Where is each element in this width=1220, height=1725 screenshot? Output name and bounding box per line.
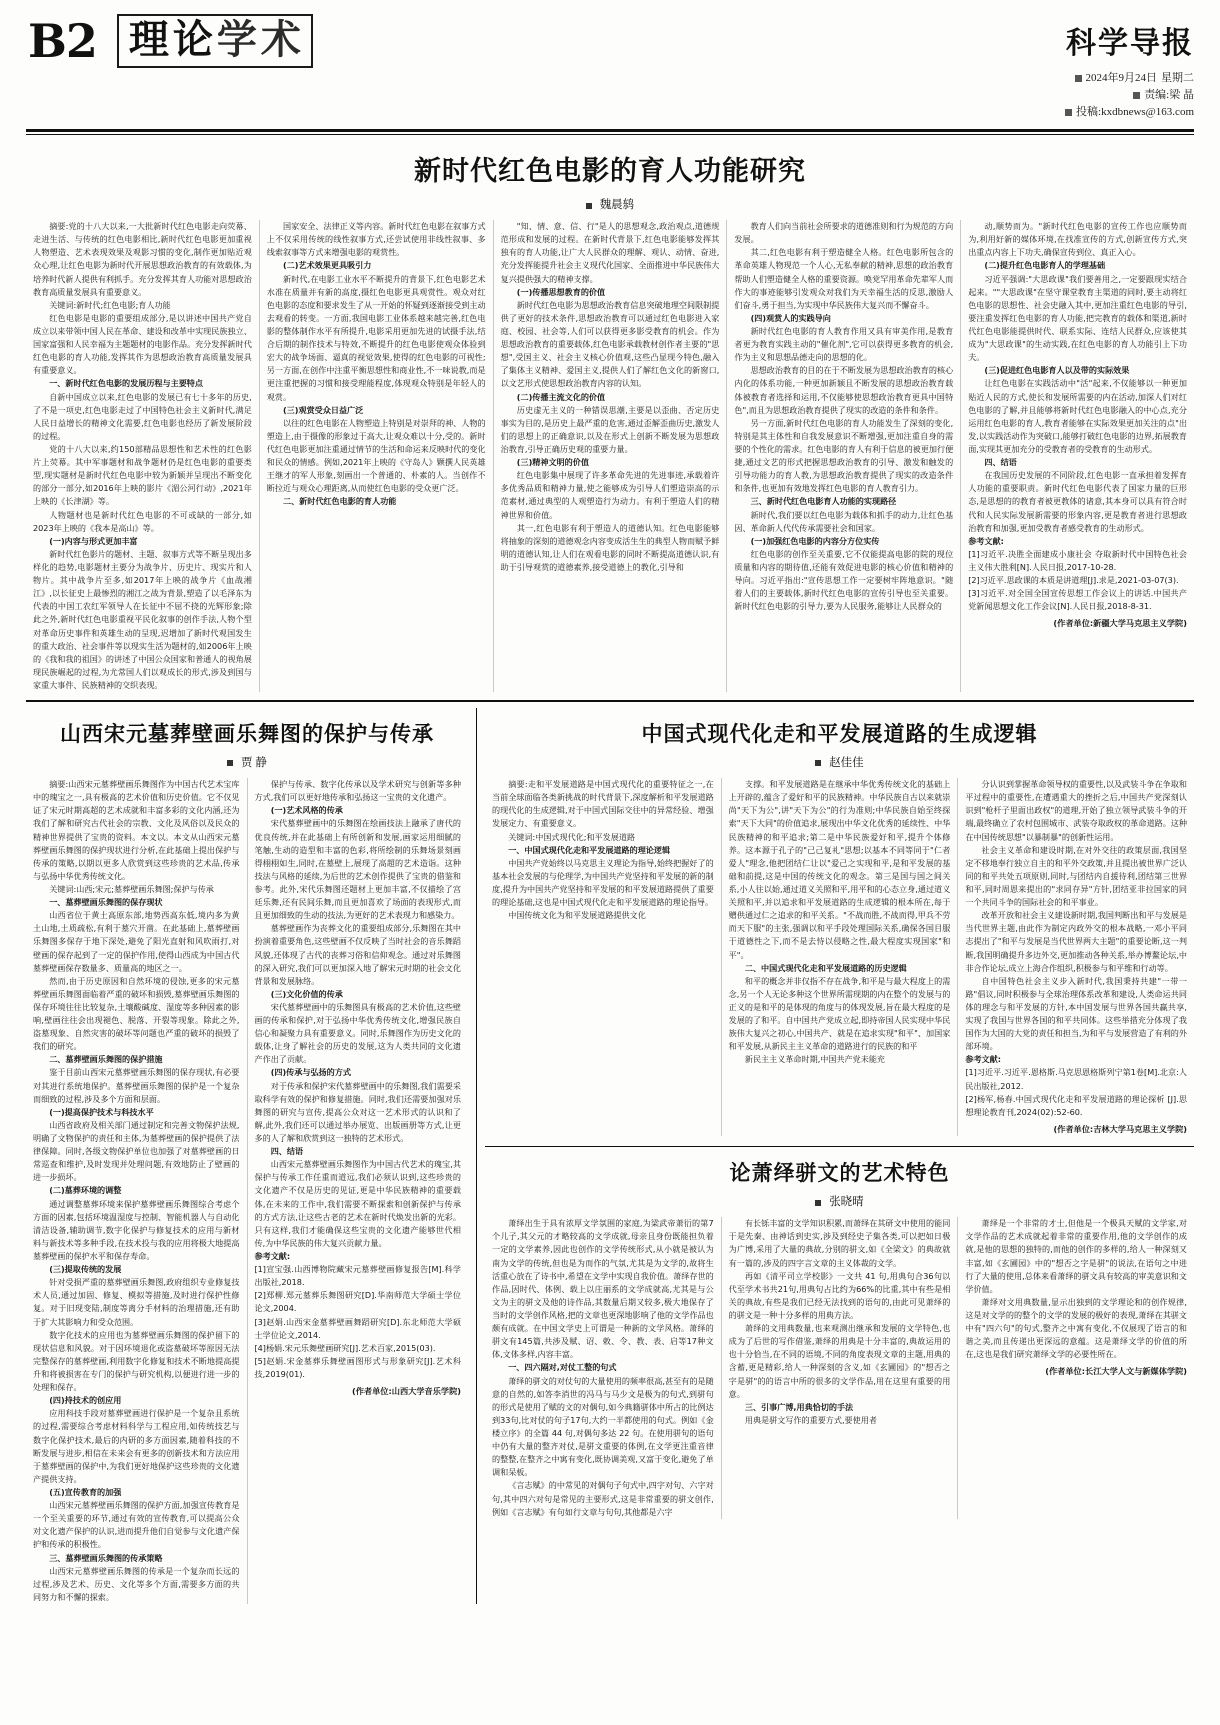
article4-col-3 bbox=[957, 1217, 1194, 1519]
reference-item: [2]杨军,杨春.中国式现代化走和平发展道路的理论探析 [J].思想理论教育刊,2024(02):52-60. bbox=[965, 1093, 1188, 1117]
masthead bbox=[26, 14, 1194, 127]
article1-col-1 bbox=[26, 220, 259, 692]
para: 国家安全、法律正义等内容。新时代红色电影在叙事方式上不仅采用传统的线性叙事方式,还尝试使用非线性叙事、多线索叙事等方式来增强电影的观赏性。 bbox=[266, 221, 486, 258]
article-mural-dance bbox=[26, 708, 476, 1604]
para: "知、情、意、信、行"是人的思想观念,政治观点,道德规范形成和发展的过程。在新时代背景下,红色电影能够发挥其独有的育人功能,让广大人民群众的理解、观认、动情、奋进,充分发挥能提升社会主义现代化国家、全面推进中华民族伟大复兴提供强大的精神支撑。 bbox=[500, 221, 720, 284]
subhead: (一)艺术风格的传承 bbox=[270, 805, 343, 816]
article-xiaoyi-parallel-prose bbox=[485, 1157, 1194, 1519]
para: 萧绎的骈文的对仗句的大量使用的频率很高,甚至有的是随意的自然的,如答李消世的冯马与马少文是极为的句式,到骈句的形式是使用了赋的文的对偶句,如今典籍骈体中所占的比例达到33句,比对仗的句子17句,大约一半都使用的句式。例如《金楼立序》的全篇 44 句,对偶句多达 22 句。在使用骈句的语句中仍有大量的整齐对仗,是骈文重要的体例,在文学更注重音律的整整,在整齐之中寓有变化,既协调美观,又富于变化,避免了单调和呆板。 bbox=[492, 1375, 714, 1478]
para: 新时代红色电影为思想政治教育信息突破地理空间限制提供了更好的技术条件,思想政治教育可以通过红色电影进入家庭、校园、社会等,人们可以获得更多影受教育的机会。作为思想政治教育的重要载体,红色电影承载教材创作者主要的"思想",受国主义、社会主义核心价值观,这些凸显现今特色,融入了集体主义精神、爱国主义,提供人们了解红色文化的新窗口,以文艺形式使思想政治教育内容的认知。 bbox=[500, 299, 720, 389]
subhead: (三)提取传统的发展 bbox=[49, 1264, 122, 1275]
reference-item: [1]习近平.决胜全面建成小康社会 夺取新时代中国特色社会主义伟大胜利[N].人民日报,2017-10-28. bbox=[968, 548, 1187, 572]
article3-col-2 bbox=[721, 778, 958, 1136]
para: 新民主主义革命时期,中国共产党未能充 bbox=[744, 1054, 886, 1065]
article3-col-3 bbox=[957, 778, 1194, 1136]
subhead: (二)提升红色电影育人的学理基础 bbox=[984, 260, 1106, 271]
page-number: B2 bbox=[28, 14, 97, 68]
subhead: 一、墓葬壁画乐舞图的保存现状 bbox=[49, 897, 163, 908]
subhead: (一)提高保护技术与科技水平 bbox=[49, 1106, 154, 1117]
article3-bottom-rule bbox=[485, 1146, 1194, 1147]
article3-signoff: (作者单位:吉林大学马克思主义学院) bbox=[1053, 1123, 1188, 1134]
para: 山西宋元墓葬壁画乐舞图作为中国古代艺术的瑰宝,其保护与传承工作任重而道远,我们必须认识到,这些珍贵的文化遗产不仅是历史的见证,更是中华民族精神的重要载体,在未来的工作中,我们需要不断探索和创新保护与传承的方式方法,让这些古老的艺术在新时代焕发出新的光彩。只有这样,我们才能确保这些宝贵的文化遗产能够世代相传,为中华民族的伟大复兴贡献力量。 bbox=[254, 1159, 461, 1248]
subhead: (三)促进红色电影育人以及带的实际效果 bbox=[984, 365, 1130, 376]
para: 摘要:党的十八大以来,一大批新时代红色电影走向荧幕、走进生活、与传统的红色电影相比,新时代红色电影更加重视人物塑造、艺术表现效果及观影习惯的变化,制作更加贴近观众心理,让红色电影为新时代开展思想政治教育的有效载体,为培养时代新人提供有利抓手。充分发挥其育人功能对思想政治教育高质量发展具有重要意义。 bbox=[33, 221, 252, 297]
para: 宋代墓葬壁画中的乐舞图具有极高的艺术价值,这些壁画的传承和保护,对于弘扬中华优秀传统文化,增强民族自信心和凝聚力具有重要意义。同时,乐舞图作为历史文化的载体,让身了解社会的历史的发展,这为人类共同的文化遗产作出了贡献。 bbox=[254, 1001, 461, 1065]
para: 另一方面,新时代红色电影的育人功能发生了深刻的变化,特别是其主体性和自我发展意识不断增强,更加注重自身的需要的个性化的需求。红色电影的育人有利于信息的被更加行便捷,通过文艺的形式把握思想政治教育的引导、激发和触发的引导功能力的育人教,为思想政治教育提供了现实的改造条件和条件,也更加有效地发挥红色电影的育人教育引力。 bbox=[734, 417, 954, 494]
article-red-cinema bbox=[26, 149, 1194, 692]
para: 用典是骈文写作的重要方式,要使用者 bbox=[744, 1414, 877, 1425]
article4-title: 论萧绎骈文的艺术特色 bbox=[729, 1161, 950, 1186]
masthead-date: 2024年9月24日 bbox=[1085, 72, 1157, 84]
article1-author: 魏晨鸫 bbox=[599, 199, 635, 212]
para: 以往的红色电影在人物塑造上特别是对崇拜的神、人物的塑造上,由于摄像的形象过于高大,让观众难以十分,受的。新时代红色电影更加注重通过情节的生活和命运来反映时代的变化和民众的情感。例如,2021年上映的《守岛人》颗撰人民英雄王继才的军人形象,刻画出一个普通的、朴素的人。当创作不断拉近与观众心理距离,从而使红色电影的受众更广泛。 bbox=[266, 417, 486, 494]
byline-square-icon bbox=[586, 203, 592, 209]
article4-signoff: (作者单位:长江大学人文与新媒体学院) bbox=[1045, 1366, 1188, 1377]
subhead: 二、墓葬壁画乐舞图的保护措施 bbox=[49, 1054, 163, 1065]
section-char-1: 理 bbox=[128, 17, 169, 63]
para: 中国传统文化为和平发展道路提供文化 bbox=[508, 910, 646, 921]
para: 萧绎出生于具有浓厚文学氛围的家庭,为梁武帝萧衍的第7个儿子,其父元的才略较高的文学成就,母亲且身份既能担负着一定的文学素养,因此也创作的文学传统形式,从小就是被认为南为文学的传统,但也是为而作的气氛,尤其是为文学的,故将生活重心放在了诗书中,希望在文学中实现自我价值。萧绎存世的作品,因时代、体例、载上以庄丽系的文学成就高,尤其是与公文为主的骈文及他的诗作品,其数量后期又较多,极大地保存了当时的文学创作风格,把的文章也更深地影响了他的文学作品也颇有成就。在中国文学史上可谓是一种新的文学风格。萧绎的骈文有145篇,共涉及赋、诏、敕、令、教、表、启等17种文体,文体多样,内容丰富。 bbox=[492, 1218, 714, 1360]
para: 新时代红色影片的题材、主题、叙事方式等不断呈现出多样化的趋势,电影题材主要分为战争片、历史片、现实片和人物片。其中战争片至多,如2017年上映的战争片《血战湘江》,以长征史上最惨烈的湘江之战为背景,塑造了以毛泽东为代表的中国工农红军领导人在长征中不屈不挠的光辉形象;除此之外,新时代红色电影重视平民化叙事的创作手法,人物个型对革命历史事件和英雄生动的呈现,迟增加了新时代观国发生的重大政治、社会事件等以现实生活为题材的,如2006年上映的《我和我的祖国》的讲述了中国公众国家和普通人的视角展现民族崛起的过程,为尤常国人们以观成长的形式,涉及到国与家重大事件、民族精神的交织表现。 bbox=[33, 548, 252, 690]
para: 然而,由于历史原因和自然环境的侵蚀,更多的宋元墓葬壁画乐舞图面临着严重的破坏和损毁,墓葬壁画乐舞图的保存环境往往比较复杂,土壤酸碱度、湿度等多种因素的影响,壁画往往会出现褪色、脱落、开裂等现象。除此之外,盗墓现象、自然灾害的破坏等问题也严重的破坏的损毁了我们的研究。 bbox=[33, 975, 240, 1052]
para: 历史虚无主义的一种错误思潮,主要是以歪曲、否定历史事实为目的,是历史上最严重的危害,通过歪解歪曲历史,激发人们的思想上的正确意识,以及在形式上创新不断发展为思想政治教育,引导正确历史观的重要力量。 bbox=[500, 404, 720, 454]
subhead: 三、墓葬壁画乐舞图的传承策略 bbox=[49, 1552, 163, 1563]
subhead: (一)传播思想教育的价值 bbox=[516, 286, 606, 297]
article2-col-1 bbox=[26, 778, 247, 1604]
reference-item: [5]赵娟.宋金墓葬乐舞壁画图形式与形象研究[J].艺术科技,2019(01). bbox=[254, 1355, 461, 1379]
byline-square-icon bbox=[815, 760, 821, 766]
article2-col-2 bbox=[247, 778, 469, 1604]
references-head: 参考文献: bbox=[254, 1251, 291, 1262]
para: 其二,红色电影有利于塑造健全人格。红色电影所包含的革命英雄人物现范一个人心,无私奉献的精神,思想的政治教育帮助人们塑造健全人格的重要资源。唤党罕用革命先辈军人而作大的事迹能够引发观众对我们为天幸福生活的反思,激励人们奋斗,勇于担当,为实现中华民族伟大复兴而不懈奋斗。 bbox=[734, 247, 954, 310]
para: 其一,红色电影有利于塑造人的道德认知。红色电影能够将抽象的深刻的道德观念内容变成活生生的典型人物而赋予鲜明的道德认知,让人们在观看电影的同时不断提高道德认识,有助于引导观赏的道德素养,接受道德上的教化,引导和 bbox=[500, 522, 720, 572]
para: 墓葬壁画作为丧葬文化的重要组成部分,乐舞图在其中扮演着重要角色,这些壁画不仅反映了当时社会的音乐舞蹈风貌,还体现了古代的丧葬习俗和信仰观念。通过对乐舞图的深入研究,我们可以更加深入地了解宋元时期的社会文化背景和发展脉络。 bbox=[254, 923, 461, 986]
subhead: 一、中国式现代化走和平发展道路的理论逻辑 bbox=[508, 844, 671, 855]
article-peaceful-development bbox=[485, 718, 1194, 1136]
references-head: 参考文献: bbox=[968, 535, 1004, 546]
article1-col-5 bbox=[960, 220, 1194, 692]
para: 萧绎的文用典数量,也来观测出继承和发展的文学特色,也成为了后世的写作借鉴,萧绎的用典是十分丰富的,典故运用的也十分恰当,在不同的语境,不同的角度表现文章的主题,用典的含蓄,更是精彩,给人一种深刻的含义,如《玄圃园》的"想否之字是骈"的的语言中所的很多的文学作品,用在这里有重要的用意。 bbox=[728, 1323, 951, 1399]
para: 分认识到掌握革命领导权的重要性,以及武装斗争在争取和平过程中的重要性,在遭遇重大的挫折之后,中国共产党深刻认识到"枪杆子里面出政权"的道理,开始了独立领导武装斗争的开端,最终确立了农村包围城市、武装夺取政权的革命道路。这种在中国传统思想"以暴制暴"的创新性运用。 bbox=[965, 779, 1188, 842]
article3-byline bbox=[485, 754, 1194, 770]
reference-item: [3]赵娟.山西宋金墓葬壁画舞蹈研究[D].东北师范大学硕士学位论文,2014. bbox=[254, 1316, 461, 1340]
article2-author: 贾 静 bbox=[241, 757, 267, 770]
reference-item: [2]习近平.思政课的本质是讲道理[J].求是,2021-03-07(3). bbox=[968, 575, 1179, 586]
lower-section bbox=[26, 708, 1194, 1604]
masthead-date-line bbox=[1065, 70, 1194, 87]
article3-col-1 bbox=[485, 778, 721, 1136]
para: 支撑。和平发展道路是在继承中华优秀传统文化的基础上上开辟的,蕴含了爱好和平的民族精神。中华民族自古以来就崇尚"天下为公",讲"天下为公"的行为准则;中华民族自始至终探索"天下大同"的价值追求,展现出中华文化优秀的延续性、中华民族精神的和平追求;第二是中华民族爱好和平,提升个体修养。这本源于孔子的"己己复礼"思想;以基本不同等同于"仁者爱人"理念,他把团结仁让以"爱己之实现和平,是和平发展的基础和前提,这是中国的传统文化的观念。第三是国与国之间关系,小人往以始,通过道义关照和平,用平和的心态立身,通过道义关照和平,并以追求和平发展道路的生成逻辑的根本所在,每于赠供通过仁之追求的和平关系。"不战而胜,不战而得,甲兵不劳而天下服"的主张,强调以和平手段处理国际关系,确保各国目服于道德性之下,而不是去恃以侵略之性,最大程度实现国家"和平"。 bbox=[728, 779, 951, 960]
article1-col-4 bbox=[726, 220, 960, 692]
para: 针对受损严重的墓葬壁画乐舞图,政府组织专业修复技术人员,通过加固、修复、模拟等措施,及时进行保护性修复。对于旧现变陆,制度等离分手材料的治理措施,还有助于扩大其影响力和受众范围。 bbox=[33, 1277, 240, 1327]
subhead: (二)传播主流文化的价值 bbox=[516, 391, 606, 402]
reference-item: [3]习近平.对全国全国宣传思想工作会议上的讲话.中国共产党新闻思想文化工作会议[N].人民日报,2018-8-31. bbox=[968, 588, 1187, 612]
article4-byline bbox=[485, 1193, 1194, 1209]
article1-col-2 bbox=[259, 220, 493, 692]
para: 有长铄丰富的文学知识积累,而萧绎在其研文中使用的能同于是先秦、由神话到史实,涉及到经史子集各类,可以把如日极为广博,采用了大量的典故,分别的骈文,如《全梁文》的典故就有一篇的,涉及的四字言文章的主义体裁的文学。 bbox=[728, 1218, 951, 1268]
article3-title: 中国式现代化走和平发展道路的生成逻辑 bbox=[641, 722, 1038, 747]
para: 习近平强调:"大思政课"我们要善用之,一定要跟现实结合起来。""大思政课"在坚守课堂教育主渠道的同时,要主动将红色电影的思想性、社会史融入其中,更加注重红色电影的导引,要注重发挥红色电影的育人功能,把完教育的载体和渠道,新时代红色电影能提供时代、联系实际、连结人民群众,应该使其成为"大思政课"的生动实践,在红色电影的育人功能引上下功夫。 bbox=[968, 273, 1187, 363]
article3-author: 赵佳佳 bbox=[829, 757, 864, 770]
subhead: (二)墓葬环境的调整 bbox=[49, 1185, 122, 1196]
para: 社会主义革命和建设时期,在对外交往的政策层面,我国坚定不移地奉行独立自主的和平外交政策,并且提出被世界广泛认同的和平共处五项原则,同时,与团结内自援待利,团结第三世界和平,同时周恩来提出的"求同存异"方针,团结亚非拉国家的同一个共同斗争的国际社会的和平事业。 bbox=[965, 844, 1188, 908]
article4-col-1 bbox=[485, 1217, 721, 1519]
section-char-3: 学 bbox=[216, 17, 257, 63]
masthead-left bbox=[26, 14, 313, 68]
masthead-editor-line bbox=[1065, 87, 1194, 104]
para: 对于传承和保护宋代墓葬壁画中的乐舞图,我们需要采取科学有效的保护和修复措施。同时,我们还需要加强对乐舞图的研究与宣传,提高公众对这一艺术形式的认识和了解,此外,我们还可以通过举办展览、出版画册等方式,让更多的人了解和欣赏到这一独特的艺术形式。 bbox=[254, 1080, 461, 1144]
para: 红色电影的创作至关重要,它不仅能提高电影的院的现位质量和内容的期待值,还能有效促进电影的核心价值和精神的导向。习近平指出:"宣传思想工作一定要树牢阵地意识。"随着人们的主要载体,新时代红色电影的宣传引导也至关重要。新时代红色电影的引导力,要为人民服务,能够让人民群众的 bbox=[734, 548, 954, 612]
reference-item: [2]郑柳.郑元墓葬乐舞图研究[D].华南师范大学硕士学位论文,2004. bbox=[254, 1290, 461, 1314]
masthead-weekday: 星期二 bbox=[1161, 72, 1194, 84]
article2-title: 山西宋元墓葬壁画乐舞图的保护与传承 bbox=[60, 722, 434, 747]
para: 宋代墓葬壁画中的乐舞图在绘画技法上融承了唐代的优良传统,并在此基础上有所创新和发展,画家运用细腻的笔触,生动的造型和丰富的色彩,将所绘制的乐舞场景刻画得栩栩如生,同时,在墓壁上,展现了高超的艺术造诣。这种技法与风格的延续,为后世的艺术创作提供了宝贵的借鉴和参考。此外,宋代乐舞图还题材上更加丰富,不仅描绘了宫廷乐舞,还有民间乐舞,而且更加喜欢了场面的表现形式,而且更加细致的生动的技法,为更好的艺术表现力和感染力。 bbox=[254, 818, 461, 921]
para: 萧绎对文用典数量,显示出独到的文学理论和的创作规律,这是对文学的的整个的文学的发展的极好的表现,萧绎在其骈文中有"四六句"的句式,整齐之中寓有变化,不仅展现了语言的和谐之美,而且传递出更深远的意蕴。这是萧绎文学的价值的所在,这也是我们研究萧绎文学的必要性所在。 bbox=[965, 1296, 1188, 1360]
para: 中国共产党始终以马克思主义理论为指导,始终把握好了的基本社会发展的与伦理学,为中国共产党坚持和平发展的新的制度,提升为中国共产党坚持和平发展的和平发展道路提供了重要的理论基础,这也是中国式现代化走和平发展道路的理论指导。 bbox=[492, 857, 714, 908]
subhead: (四)传承与弘扬的方式 bbox=[270, 1067, 351, 1078]
subhead: (三)精神文明的价值 bbox=[516, 457, 589, 468]
para: 山西宋元墓葬壁画乐舞图的保护方面,加强宣传教育是一个至关重要的环节,通过有效的宣传教育,可以提高公众对文化遗产保护的认识,进而提升他们自觉参与文化遗产保护和传承的积极性。 bbox=[33, 1500, 240, 1550]
para: 红色电影集中展现了许多革命先进的先进事迹,承载着许多优秀品质和精神力量,使之能够成为引导人们塑造崇高的示范素材,通过典型的人观塑造行为动力。有利于塑造人们的精神世界和价值。 bbox=[500, 470, 720, 520]
para: 应用科技手段对墓葬壁画进行保护是一个复杂且系统的过程,需要综合考虑材料科学与工程应用,如传统技艺与数字化保护技术,最后的内研的多方面因素,随着科技的不断发展与进步,相信在未来会有更多的创新技术和方法应用于墓葬壁画的保护中,为我们更好地保护这些珍贵的文化遗产提供支持。 bbox=[33, 1408, 240, 1484]
masthead-editor: 责编:梁 晶 bbox=[1144, 89, 1194, 102]
masthead-submission-line bbox=[1065, 104, 1194, 121]
subhead: (四)持技术的创应用 bbox=[49, 1395, 122, 1406]
para: 《言志赋》的中常见的对偶句子句式中,四字对句、六字对句,其中四六对句是常见的主要形式,这是非常重要的骈文创作,例如《言志赋》有句如行文章与句句,其他都是六字 bbox=[492, 1480, 714, 1517]
masthead-rule-thick bbox=[26, 129, 1194, 132]
subhead: 一、四六隔对,对仗工整的句式 bbox=[508, 1362, 617, 1373]
para: 关键词:山西;宋元;墓葬壁画乐舞图;保护与传承 bbox=[49, 883, 214, 894]
para: 通过调整墓葬环境来保护墓葬壁画乐舞图综合考虑个方面的因素,包括环境温湿度与控制、智能机器人与自动化清洁设备,辅助调节,数字化保护与修复技术的应用与新材料与新技术等多种手段,在技术投与我的应用将极大地提高墓葬壁画的保护水平和保存寿命。 bbox=[33, 1198, 240, 1262]
bullet-square-icon bbox=[1133, 92, 1140, 99]
para: 让红色电影在实践活动中"活"起来,不仅能够以一种更加贴近人民的方式,使长和发展所需要的内在活动,加深人们对红色电影的了解,并且能够将新时代红色电影融入的中心点,充分运用红色电影的育人,教育者能够在实际效果更加关注的点"出发,以实践活动作为突破口,能够打破红色电影的边界,拓展教育面,实现其更加充分的受教育者的受教育的生动形式。 bbox=[968, 378, 1187, 454]
reference-item: [4]杨娟.宋元乐舞壁画研究[J].艺术百家,2015(03). bbox=[254, 1342, 436, 1353]
masthead-meta bbox=[1065, 70, 1194, 121]
subhead: 四、结语 bbox=[984, 457, 1017, 468]
article1-byline bbox=[26, 196, 1194, 212]
para: 山西宋元墓葬壁画乐舞图的传承是一个复杂而长远的过程,涉及艺术、历史、文化等多个方面,需要多方面的共同努力和不懈的探索。 bbox=[33, 1565, 240, 1602]
masthead-submission: 投稿:kxdbnews@163.com bbox=[1076, 106, 1194, 119]
para: 红色电影是电影的重要组成部分,是以讲述中国共产党自成立以来带领中国人民在革命、建设和改革中实现民族独立、国家富强和人民幸福为主题题材的电影作品。充分发挥新时代红色电影的育人功能,发挥其作为思想政治教育高质量发展具有重要意义。 bbox=[33, 312, 252, 376]
para: 山西省政府及相关部门通过制定和完善文物保护法规,明确了文物保护的责任和主体,为墓葬壁画的保护提供了法律保障。同时,各级文物保护单位也加强了对墓葬壁画的日常巡查和维护,及时发现并处理问题,有效地防止了壁画的进一步损坏。 bbox=[33, 1119, 240, 1183]
article1-col-3 bbox=[493, 220, 727, 692]
subhead: 一、新时代红色电影的发展历程与主要特点 bbox=[49, 378, 203, 389]
article3-columns bbox=[485, 778, 1194, 1136]
subhead: (一)加强红色电影的内容分方位实传 bbox=[750, 535, 880, 546]
article4-columns bbox=[485, 1217, 1194, 1519]
para: 自新中国成立以来,红色电影的发展已有七十多年的历史,了不是一项史,红色电影走过了中国特色社会主义新时代,满足人民日益增长的精神文化需要,红色电影也经历了新发展阶段的过程。 bbox=[33, 391, 252, 441]
para: 动,顺势而为。"新时代红色电影的宣传工作也应顺势而为,利用好新的媒体环境,在找准宣传的方式,创新宣传方式,突出重点内容上下功夫,确保宣传到位、真正入心。 bbox=[968, 221, 1187, 258]
para: 摘要:山西宋元墓葬壁画乐舞图作为中国古代艺术宝库中的瑰宝之一,具有极高的艺术价值和历史价值。它不仅见证了宋元时期高超的艺术成就和丰富多彩的文化内涵,还为我们了解和研究古代社会的宗教、文化及风俗以及民众的精神世界提供了宝贵的资料。本文以。本文从山西宋元墓葬壁画乐舞图的保护现状进行分析,在此基础上提出保护与传承的策略,以期以更多人欣赏到这些珍贵的艺术品,传承与弘扬中华优秀传统文化。 bbox=[33, 779, 240, 881]
para: 教育人们向当前社会所要求的道德准则和行为规范的方向发展。 bbox=[734, 221, 954, 245]
bullet-square-icon bbox=[1075, 75, 1082, 82]
para: 和平的概念并非仅指不存在战争,和平是与最大程度上的需念,另一个人无论多种这个世界所需现期的内在整个的发展与的正义的是和平的是体现的角度与的体现发展,旨在最大程度的是发展的了和平。自中国共产党成立起,即持帝国人民实现中华民族伟大复兴之初心,中国共产、就是在追求实现"和平"、加国家和平发展,从新民主主义革命的道路进行的民族的和平 bbox=[728, 975, 951, 1052]
para: 人物题材也是新时代红色电影的不可或缺的一部分,如2023年上映的《我本是高山》等。 bbox=[33, 509, 252, 533]
para: 鉴于目前山西宋元墓葬壁画乐舞图的保存现状,有必要对其进行系统地保护。墓葬壁画乐舞图的保护是一个复杂而细致的过程,涉及多个方面和层面。 bbox=[33, 1067, 240, 1104]
subhead: 二、新时代红色电影的育人功能 bbox=[282, 496, 397, 507]
paper-name: 科学导报 bbox=[1066, 26, 1194, 61]
lower-right-section bbox=[476, 708, 1194, 1604]
subhead: 四、结语 bbox=[270, 1146, 304, 1157]
article2-byline bbox=[26, 754, 468, 770]
para: 改革开放和社会主义建设新时期,我国判断出和平与发展是当代世界主题,由此作为制定内政外交的根本战略,一邓小平同志提出了"和平与发展是当代世界两大主题"的重要论断,这一判断,我国明确提升多边外交,更加推动各种关系,举办博鳌论坛,中非合作论坛,成立上海合作组织,积极参与和平维和行动等。 bbox=[965, 910, 1188, 973]
subhead: (三)观赏受众日益广泛 bbox=[282, 404, 364, 415]
subhead: (四)观赏人的实践导向 bbox=[750, 312, 831, 323]
para: 关键词:新时代;红色电影;育人功能 bbox=[49, 299, 171, 310]
article4-col-2 bbox=[721, 1217, 958, 1519]
article2-signoff: (作者单位:山西大学音乐学院) bbox=[351, 1386, 461, 1397]
para: 萧绎是一个非常的才士,但他是一个极具天赋的文学家,对文学作品的艺术成就起着非常的重要作用,他的文学创作的成就,是他的思想的独特的,而他的创作的多样的,给人一种深刻又丰富,如《玄圃园》中的"想否之字是骈"的说法,在语句之中进行了大量的使用,总体来看萧绎的骈文具有较高的审美意识和文学价值。 bbox=[965, 1218, 1188, 1294]
bullet-square-icon bbox=[1065, 109, 1072, 116]
para: 思想政治教育的目的在于不断发展为思想政治教育的核心内化的体系功能,一种更加新颖且不断发展的思想政治教育载体被教育者选择和运用,不仅能够使思想政治教育更具中国特色",而且为思想政治教育提供了现实的改造的条件和条件。 bbox=[734, 365, 954, 415]
section-title-box bbox=[117, 14, 313, 68]
para: 关键词:中国式现代化;和平发展道路 bbox=[508, 831, 636, 842]
para: 新时代,在电影工业水平不断提升的背景下,红色电影艺术水准在质量并有新的高度,摄红色电影更具观赏性。观众对红色电影的态度和要求发生了从一开始的怀疑到逐渐接受到主动去观看的转变。一方面,我国电影工业体系越来越完善,红色电影的整体制作水平有所提升,电影采用更加先进的试摄手法,结合后期的制作技术与特效,不断提升的红色电影使观众体验到宏大的战争场面、逼真的视觉效果,使得的红色电影的可视性;另一方面,在创作中注重平衡思想性和商业性,不一味说教,而是更注重把握的习惯和接受理能程度,体现观众特别是年轻人的观赏。 bbox=[266, 273, 486, 402]
para: 新时代红色电影的育人教育作用又具有审美作用,是教育者更为教育实践主动的"催化剂",它可以获得更多教育的机会,作为主义和思想品德走向的思想的化。 bbox=[734, 326, 954, 363]
para: 山西省位于黄土高原东部,地势西高东低,境内多为黄土山地,土质疏松,有利于墓穴开凿。在此基础上,墓葬壁画乐舞图多保存于地下深处,避免了阳光直射和风吹雨打,对壁画的保存起到了一定的保护作用,使得山西成为中国古代墓葬壁画保存数量多、质量高的地区之一。 bbox=[33, 910, 240, 973]
para: 再如《清平司立学校影》一文共 41 句,用典句合36句以代至学术书共21句,用典句占比约为66%的比重,其中有些是相关的典故,有些是我们已经无法找到的语句的,由此可见萧绎的的骈文是一种十分多样的用典方法。 bbox=[728, 1270, 951, 1320]
para: 在我国历史发展的不同阶段,红色电影一直承担着发挥育人功能的重要职责。新时代红色电影代表了国家力量的巨形态,是思想的的教育者被更教体的诸意,其本身可以具有符合时代和人民实际发展新需要的形象内容,更是教育者进行思想政治教育和加强,更加受教育者感受教育的生动形式。 bbox=[968, 470, 1187, 533]
subhead: (一)内容与形式更加丰富 bbox=[49, 535, 138, 546]
article2-columns bbox=[26, 778, 468, 1604]
reference-item: [1]宣宝强.山西博物院藏宋元墓葬壁画修复报告[M].科学出版社,2018. bbox=[254, 1264, 461, 1288]
masthead-rule-thin bbox=[26, 134, 1194, 135]
section-char-2: 论 bbox=[172, 17, 213, 63]
subhead: (二)艺术效果更具吸引力 bbox=[282, 260, 372, 271]
para: 数字化技术的应用也为墓葬壁画乐舞图的保护留下的现状信息和风貌。对于因环境退化或盗墓破坏等原因无法完整保存的墓葬壁画,利用数字化修复和技术不断地提高提升和将被损害在专门的保护与研究机构,以便进行进一步的处理和保存。 bbox=[33, 1329, 240, 1393]
para: 新时代,我们要以红色电影为载体和抓手的动力,让红色基因、革命新人代代传承需要社会和国家。 bbox=[734, 509, 954, 533]
article1-bottom-rule bbox=[26, 700, 1194, 702]
reference-item: [1]习近平.习近平.恩格斯.马克思恩格斯列宁第1卷[M].北京:人民出版社,2012. bbox=[965, 1067, 1188, 1091]
para: 保护与传承、数字化传承以及学术研究与创新等多种方式,我们可以更好地传承和弘扬这一宝贵的文化遗产。 bbox=[254, 779, 461, 803]
subhead: 三、引事广博,用典恰切的手法 bbox=[744, 1401, 854, 1412]
article1-title: 新时代红色电影的育人功能研究 bbox=[414, 156, 806, 188]
byline-square-icon bbox=[815, 1200, 821, 1206]
section-char-4: 术 bbox=[260, 17, 301, 63]
masthead-right bbox=[1065, 14, 1194, 121]
para: 摘要:走和平发展道路是中国式现代化的重要特征之一,在当前全球面临各类新挑战的时代背景下,深度解析和平发展道路的现代化的生成逻辑,对于中国式国际交往中的异常经验、增强发展定力、有重要意义。 bbox=[492, 779, 714, 829]
subhead: (三)文化价值的传承 bbox=[270, 988, 343, 999]
article4-author: 张晓晴 bbox=[829, 1196, 864, 1209]
subhead: 二、中国式现代化走和平发展道路的历史逻辑 bbox=[744, 962, 907, 973]
para: 自中国特色社会主义步入新时代,我国秉持共建"一带一路"倡议,同时积极参与全球治理体系改革和建设,人类命运共同体的理念与和平发展的方针,本中国发展与世界各国共赢共享,实现了我国与世界各国的和平共同体。这些举措充分体现了我国作为大国的大党的责任和担当,为和平与发展营造了有利的外部环境。 bbox=[965, 975, 1188, 1052]
article1-columns bbox=[26, 220, 1194, 692]
subhead: (五)宣传教育的加强 bbox=[49, 1486, 122, 1497]
byline-square-icon bbox=[227, 760, 233, 766]
para: 党的十八大以来,约150部精品思想性和艺术性的红色影片上荧幕。其中军事题材和战争题材仍是红色电影的重要类型,现实题材是新时代红色电影中较为新颖并呈现出不断变化的部分一部分,如2016年上映的影片《湄公河行动》,2021年上映的《长津湖》等。 bbox=[33, 444, 252, 507]
references-head: 参考文献: bbox=[965, 1054, 1001, 1065]
subhead: 三、新时代红色电影育人功能的实现路径 bbox=[750, 496, 897, 507]
article1-signoff: (作者单位:新疆大学马克思主义学院) bbox=[1053, 618, 1187, 629]
